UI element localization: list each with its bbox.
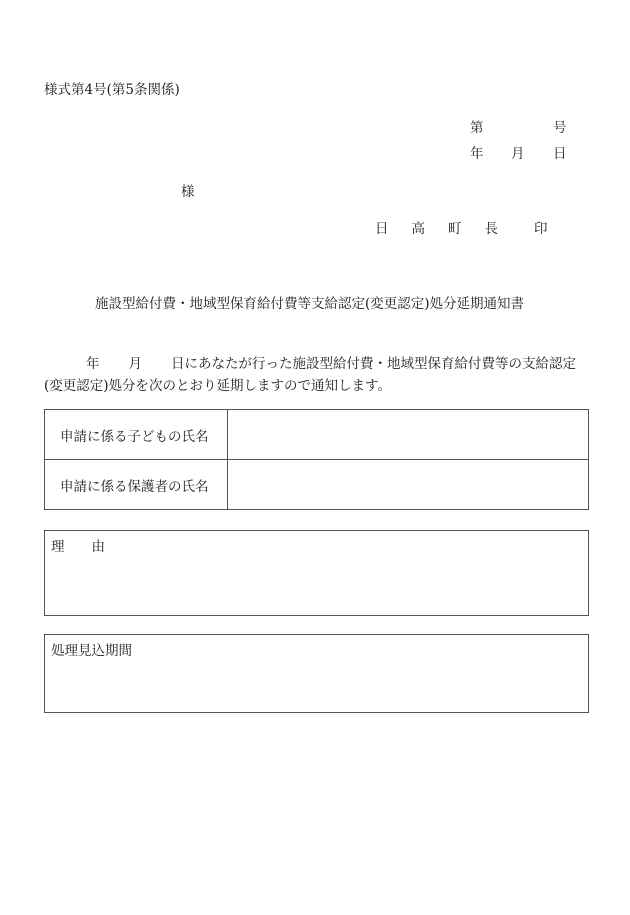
guardian-name-label: 申請に係る保護者の氏名 [45, 460, 228, 510]
issuer-char-2: 高 [411, 221, 425, 237]
guardian-name-field[interactable] [228, 460, 589, 510]
table-row [45, 410, 589, 460]
child-name-field[interactable] [228, 410, 589, 460]
reason-label: 理 由 [51, 539, 105, 555]
body-text: 日にあなたが行った施設型給付費・地域型保育給付費等の支給認定(変更認定)処分を次のとおり延期しますので通知します。 [44, 356, 576, 394]
issuer-char-1: 日 [375, 221, 389, 237]
issuer-seal: 印 [534, 221, 548, 237]
document-number-prefix: 第 [470, 120, 484, 136]
date-month: 月 [511, 146, 525, 162]
issuer-char-3: 町 [448, 221, 462, 237]
form-number: 様式第4号(第5条関係) [44, 82, 180, 98]
date-day: 日 [553, 146, 567, 162]
body-year: 年 [86, 356, 100, 372]
issuer [375, 223, 548, 237]
addressee-suffix: 様 [181, 184, 195, 200]
document-number-suffix: 号 [553, 120, 567, 136]
reason-box[interactable] [44, 530, 589, 616]
processing-period-box[interactable] [44, 634, 589, 713]
child-name-label: 申請に係る子どもの氏名 [45, 410, 228, 460]
document-title: 施設型給付費・地域型保育給付費等支給認定(変更認定)処分延期通知書 [95, 296, 525, 312]
table-row [45, 460, 589, 510]
date-year: 年 [470, 146, 484, 162]
processing-period-label: 処理見込期間 [51, 643, 132, 659]
issuer-char-4: 長 [484, 221, 498, 237]
body-paragraph [44, 353, 589, 397]
body-month: 月 [128, 356, 142, 372]
applicant-table [44, 409, 589, 510]
